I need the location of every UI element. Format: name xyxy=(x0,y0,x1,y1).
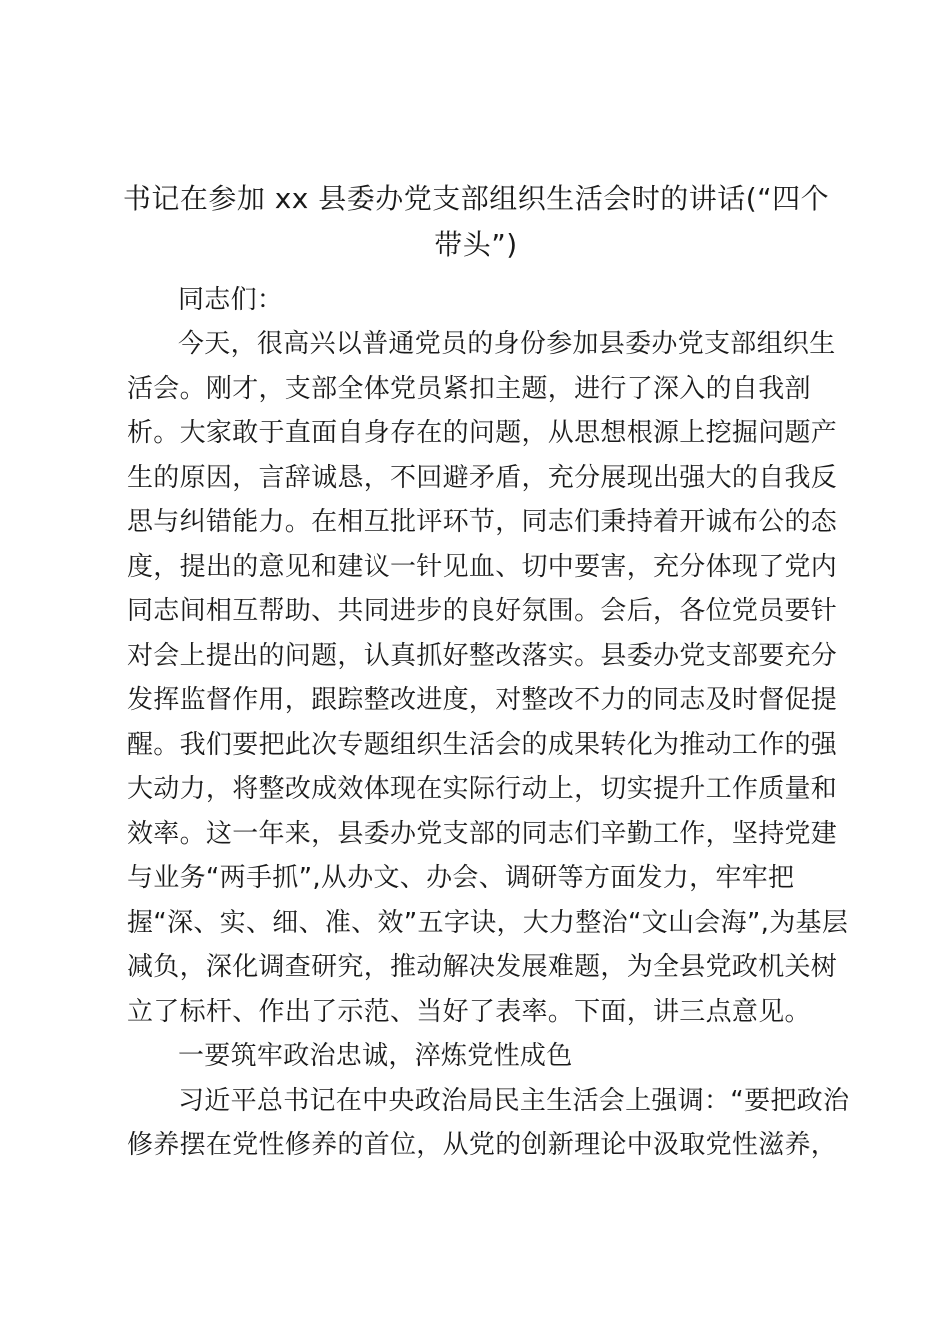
paragraph-line: 习近平总书记在中央政治局民主生活会上强调：“要把政治 xyxy=(178,1086,850,1116)
paragraph-line: 大动力，将整改成效体现在实际行动上，切实提升工作质量和 xyxy=(127,774,838,804)
paragraph-line: 思与纠错能力。在相互批评环节，同志们秉持着开诚布公的态 xyxy=(127,507,838,537)
paragraph-line: 今天，很高兴以普通党员的身份参加县委办党支部组织生 xyxy=(178,329,836,359)
title-line-2: 带头”) xyxy=(434,228,518,261)
paragraph-line: 度，提出的意见和建议一针见血、切中要害，充分体现了党内 xyxy=(127,552,838,582)
paragraph-line: 对会上提出的问题，认真抓好整改落实。县委办党支部要充分 xyxy=(127,641,838,671)
paragraph-line: 与业务“两手抓”,从办文、办会、调研等方面发力，牢牢把 xyxy=(127,863,795,893)
paragraph-line: 析。大家敢于直面自身存在的问题，从思想根源上挖掘问题产 xyxy=(127,418,838,448)
salutation: 同志们： xyxy=(178,285,284,315)
document-title xyxy=(120,176,832,268)
paragraph-line: 握“深、实、细、准、效”五字诀，大力整治“文山会海”,为基层 xyxy=(127,908,849,938)
paragraph-line: 立了标杆、作出了示范、当好了表率。下面，讲三点意见。 xyxy=(127,997,811,1027)
paragraph-line: 醒。我们要把此次专题组织生活会的成果转化为推动工作的强 xyxy=(127,730,838,760)
paragraph-line: 同志间相互帮助、共同进步的良好氛围。会后，各位党员要针 xyxy=(127,596,838,626)
paragraph-line: 减负，深化调查研究，推动解决发展难题，为全县党政机关树 xyxy=(127,952,838,982)
paragraph-line: 发挥监督作用，跟踪整改进度，对整改不力的同志及时督促提 xyxy=(127,685,838,715)
paragraph-line: 生的原因，言辞诚恳，不回避矛盾，充分展现出强大的自我反 xyxy=(127,463,838,493)
title-line-1: 书记在参加 xx 县委办党支部组织生活会时的讲话(“四个 xyxy=(122,182,830,215)
paragraph-line: 效率。这一年来，县委办党支部的同志们辛勤工作，坚持党建 xyxy=(127,819,838,849)
section-heading: 一要筑牢政治忠诚，淬炼党性成色 xyxy=(178,1041,573,1071)
paragraph-line: 活会。刚才，支部全体党员紧扣主题，进行了深入的自我剖 xyxy=(127,374,811,404)
paragraph-line: 修养摆在党性修养的首位，从党的创新理论中汲取党性滋养， xyxy=(127,1130,838,1160)
